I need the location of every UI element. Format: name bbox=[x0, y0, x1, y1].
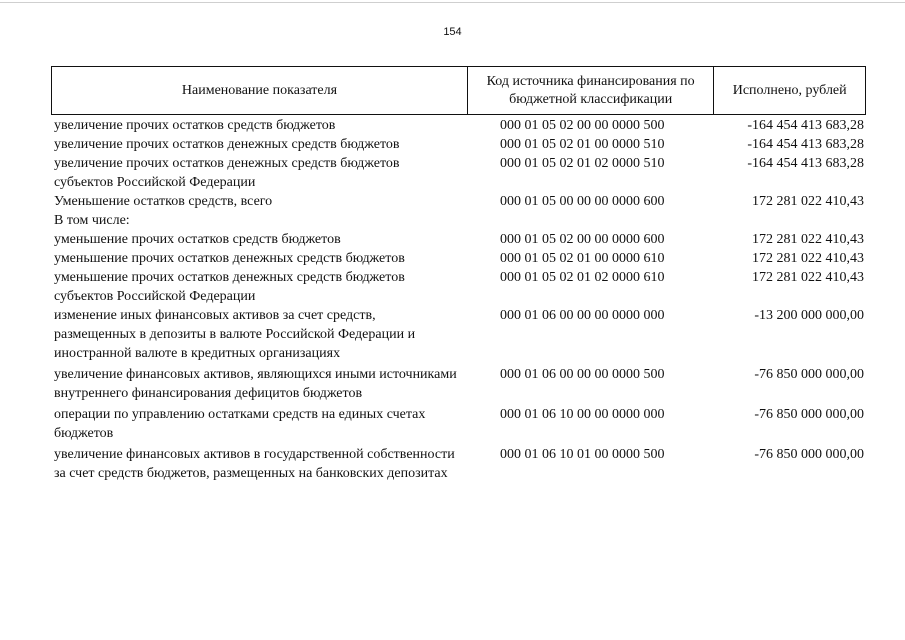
executed-amount: -164 454 413 683,28 bbox=[747, 156, 864, 171]
table-row bbox=[51, 365, 866, 403]
table-row bbox=[51, 249, 866, 268]
table-row bbox=[51, 445, 866, 483]
executed-amount: -76 850 000 000,00 bbox=[754, 447, 864, 462]
classification-code: 000 01 06 00 00 00 0000 000 bbox=[500, 308, 665, 323]
table-row bbox=[51, 192, 866, 211]
table-row bbox=[51, 116, 866, 135]
header-amount: Исполнено, рублей bbox=[713, 67, 865, 114]
executed-amount: -164 454 413 683,28 bbox=[747, 118, 864, 133]
executed-amount: -76 850 000 000,00 bbox=[754, 367, 864, 382]
classification-code: 000 01 05 02 00 00 0000 500 bbox=[500, 118, 665, 133]
classification-code: 000 01 05 00 00 00 0000 600 bbox=[500, 194, 665, 209]
indicator-name: увеличение прочих остатков денежных средств бюджетов bbox=[54, 137, 400, 152]
classification-code: 000 01 06 10 01 00 0000 500 bbox=[500, 447, 665, 462]
indicator-name: В том числе: bbox=[54, 213, 130, 228]
executed-amount: 172 281 022 410,43 bbox=[752, 194, 864, 209]
classification-code: 000 01 05 02 01 00 0000 510 bbox=[500, 137, 665, 152]
classification-code: 000 01 05 02 01 02 0000 510 bbox=[500, 156, 665, 171]
executed-amount: -76 850 000 000,00 bbox=[754, 407, 864, 422]
classification-code: 000 01 06 00 00 00 0000 500 bbox=[500, 367, 665, 382]
classification-code: 000 01 06 10 00 00 0000 000 bbox=[500, 407, 665, 422]
indicator-name: уменьшение прочих остатков денежных средств бюджетов bbox=[54, 251, 405, 266]
indicator-name: Уменьшение остатков средств, всего bbox=[54, 194, 273, 209]
header-code: Код источника финансирования по бюджетной классификации bbox=[467, 67, 713, 114]
table-row bbox=[51, 306, 866, 363]
classification-code: 000 01 05 02 01 00 0000 610 bbox=[500, 251, 665, 266]
table-body bbox=[51, 116, 866, 483]
classification-code: 000 01 05 02 00 00 0000 600 bbox=[500, 232, 665, 247]
executed-amount: -13 200 000 000,00 bbox=[754, 308, 864, 323]
indicator-name: операции по управлению остатками средств на единых счетах бюджетов bbox=[54, 407, 426, 441]
executed-amount bbox=[714, 211, 866, 230]
table-row bbox=[51, 230, 866, 249]
indicator-name: увеличение финансовых активов, являющихся иными источниками внутреннего финансирования дефицитов бюджетов bbox=[54, 367, 457, 401]
executed-amount: 172 281 022 410,43 bbox=[752, 251, 864, 266]
classification-code bbox=[467, 211, 714, 230]
executed-amount: 172 281 022 410,43 bbox=[752, 232, 864, 247]
scan-edge-line bbox=[0, 2, 905, 3]
table-row bbox=[51, 268, 866, 306]
financing-sources-table bbox=[51, 66, 866, 483]
page-number: 154 bbox=[443, 26, 462, 38]
indicator-name: увеличение прочих остатков средств бюджетов bbox=[54, 118, 336, 133]
indicator-name: уменьшение прочих остатков денежных средств бюджетов субъектов Российской Федерации bbox=[54, 270, 405, 304]
table-header bbox=[51, 66, 866, 115]
table-row bbox=[51, 135, 866, 154]
indicator-name: увеличение прочих остатков денежных средств бюджетов субъектов Российской Федерации bbox=[54, 156, 400, 190]
indicator-name: увеличение финансовых активов в государственной собственности за счет средств бюджетов, размещенных на банковских депозитах bbox=[54, 447, 455, 481]
executed-amount: 172 281 022 410,43 bbox=[752, 270, 864, 285]
indicator-name: уменьшение прочих остатков средств бюджетов bbox=[54, 232, 341, 247]
table-row bbox=[51, 154, 866, 192]
executed-amount: -164 454 413 683,28 bbox=[747, 137, 864, 152]
header-name: Наименование показателя bbox=[181, 82, 338, 98]
table-row bbox=[51, 211, 866, 230]
classification-code: 000 01 05 02 01 02 0000 610 bbox=[500, 270, 665, 285]
table-row bbox=[51, 405, 866, 443]
indicator-name: изменение иных финансовых активов за счет средств, размещенных в депозиты в валюте Российской Федерации и иностранной валюте в кредитных организациях bbox=[54, 308, 416, 361]
